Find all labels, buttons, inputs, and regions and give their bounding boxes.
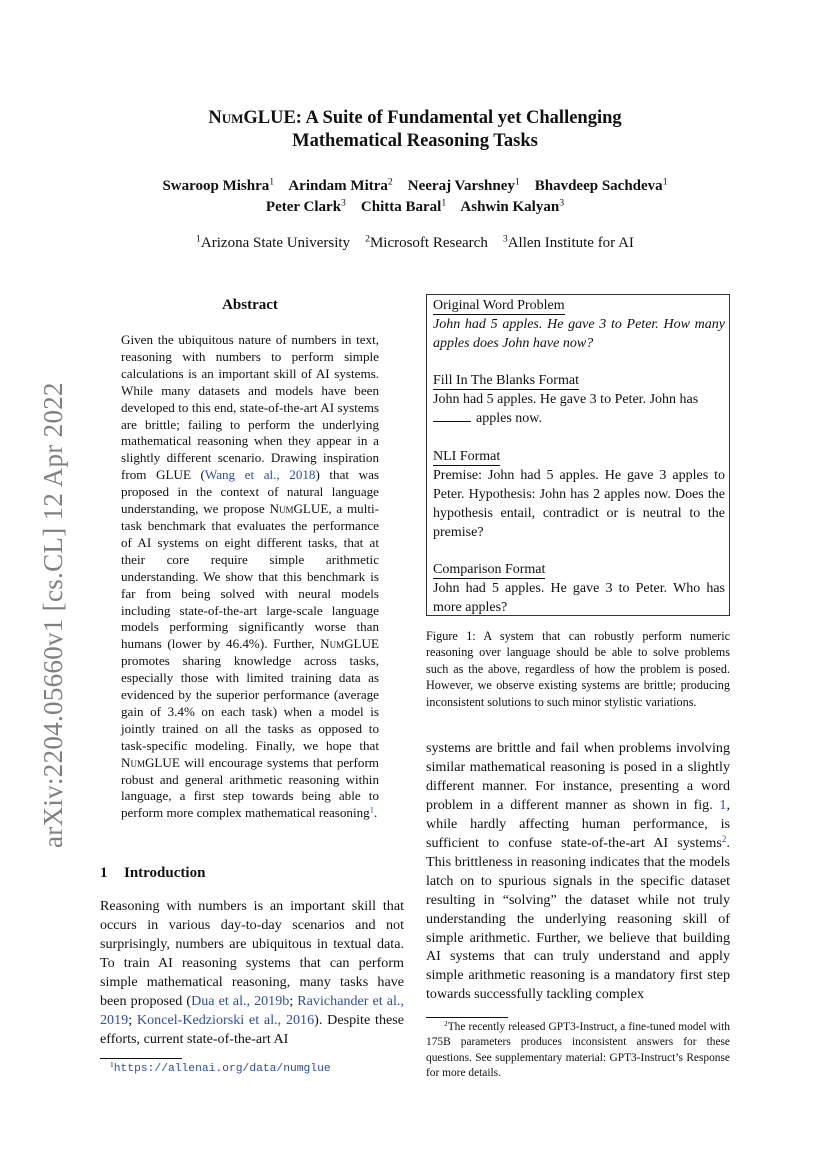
author: Chitta Baral$^1$ — [360, 197, 447, 215]
author: Ashwin Kalyan$^3$ — [460, 197, 565, 215]
affiliation: $^3$Allen Institute for AI — [502, 233, 634, 251]
nli-text: Premise: John had 5 apples. He gave 3 apples to Peter. Hypothesis: John has 2 apples now. Does the hypothesis entail, contradict or is neutral to the premise? — [433, 468, 725, 540]
author: Neeraj Varshney$^1$ — [407, 176, 520, 194]
author-list — [100, 176, 730, 218]
footnote-1: $^1$https://allenai.org/data/numglue — [110, 1059, 331, 1075]
fitb-heading: Fill In The Blanks Format — [433, 373, 579, 388]
author: Peter Clark$^3$ — [265, 197, 346, 215]
fitb-block — [433, 371, 725, 428]
affiliation: $^1$Arizona State University — [196, 233, 351, 251]
fitb-text: John had 5 apples. He gave 3 to Peter. John has apples now. — [433, 392, 699, 426]
comparison-block — [433, 560, 725, 617]
abstract-body: Given the ubiquitous nature of numbers in text, reasoning with numbers to perform simple calculations is an important skill of AI systems. While many datasets and models have been developed to this end, state-of-the-art AI systems are brittle; failing to perform the underlying mathematical reasoning when they appear in a slightly different scenario. Drawing inspiration from GLUE (Wang et al., 2018) that was proposed in the context of natural language understanding, we propose NumGLUE, a multi-task benchmark that evaluates the performance of AI systems on eight different tasks, that at their core require simple arithmetic understanding. We show that this benchmark is far from being solved with neural models including state-of-the-art large-scale language models performing significantly worse than humans (lower by 46.4%). Further, NumGLUE promotes sharing knowledge across tasks, especially those with limited training data as evidenced by the superior performance (average gain of 3.4% on each task) when a model is jointly trained on all the tasks as opposed to task-specific modeling. Finally, we hope that NumGLUE will encourage systems that perform robust and general arithmetic reasoning within language, a first step towards being able to perform more complex mathematical reasoning$^1$. — [121, 332, 380, 821]
comparison-heading: Comparison Format — [433, 562, 546, 577]
introduction-body-continued: systems are brittle and fail when problems involving similar mathematical reasoning is posed in a slightly different manner. For instance, presenting a word problem in a different manner as shown in fig. 1, while hardly affecting human performance, is sufficient to confuse state-of-the-art AI systems$^2$. This brittleness in reasoning indicates that the models latch on to spurious signals in the specific dataset resulting in “solving” the dataset while not truly understanding the underlying reasoning skill of simple arithmetic. Further, we believe that building AI systems that can truly understand and apply simple arithmetic reasoning is a mandatory first step towards successfully tackling complex — [426, 740, 730, 1003]
footnote-link[interactable]: 2 — [721, 833, 727, 844]
affiliation: $^2$Microsoft Research — [365, 233, 488, 251]
citation-link[interactable]: Ravichander et al., 2019 — [100, 992, 404, 1028]
author: Swaroop Mishra$^1$ — [162, 176, 275, 194]
author: Arindam Mitra$^2$ — [288, 176, 393, 194]
word-problem-text: John had 5 apples. He gave 3 to Peter. How many apples does John have now? — [433, 317, 725, 351]
citation-link[interactable]: Dua et al., 2019b — [191, 992, 290, 1009]
section-heading-introduction: 1 Introduction — [100, 865, 206, 881]
author: Bhavdeep Sachdeva$^1$ — [534, 176, 668, 194]
figure-ref-link[interactable]: 1 — [719, 796, 727, 813]
arxiv-side-stamp: arXiv:2204.05660v1 [cs.CL] 12 Apr 2022 — [38, 382, 68, 848]
word-problem-heading: Original Word Problem — [433, 298, 565, 313]
title-line1-rest: : A Suite of Fundamental yet Challenging — [295, 108, 622, 128]
title-line2: Mathematical Reasoning Tasks — [292, 131, 538, 151]
figure-1-caption: Figure 1: A system that can robustly perform numeric reasoning over language should be able to solve problems such as the above, regardless of how the problem is posed. However, we observe existing systems are brittle; producing inconsistent solutions to such minor stylistic variations. — [426, 629, 730, 709]
citation-link[interactable]: Koncel-Kedziorski et al., 2016 — [136, 1011, 315, 1028]
footnote-link[interactable]: 1 — [369, 804, 374, 815]
paper-title — [100, 107, 730, 153]
nli-block — [433, 447, 725, 542]
footnote-rule — [100, 1058, 182, 1059]
footnote-2: $^2$The recently released GPT3-Instruct, a fine-tuned model with 175B parameters produces inconsistent answers for these questions. See supplementary material: GPT3-Instruct’s Response for more details. — [426, 1018, 730, 1080]
dataset-url-link[interactable]: https://allenai.org/data/numglue — [113, 1063, 331, 1075]
citation-link[interactable]: Wang et al., 2018 — [204, 467, 316, 483]
introduction-body: Reasoning with numbers is an important skill that occurs in various day-to-day scenarios and not surprisingly, numbers are ubiquitous in textual data. To train AI reasoning systems that can perform simple mathematical reasoning, many tasks have been proposed (Dua et al., 2019b; Ravichander et al., 2019; Koncel-Kedziorski et al., 2016). Despite these efforts, current state-of-the-art AI — [100, 898, 404, 1047]
blank-line — [433, 409, 471, 422]
abstract-heading: Abstract — [222, 297, 278, 313]
nli-heading: NLI Format — [433, 449, 501, 464]
title-benchmark-name: NumGLUE — [208, 108, 296, 128]
footnote-rule — [426, 1017, 508, 1018]
comparison-text: John had 5 apples. He gave 3 to Peter. Who has more apples? — [433, 581, 725, 615]
affiliation-list — [100, 233, 730, 253]
word-problem-block — [433, 296, 725, 353]
